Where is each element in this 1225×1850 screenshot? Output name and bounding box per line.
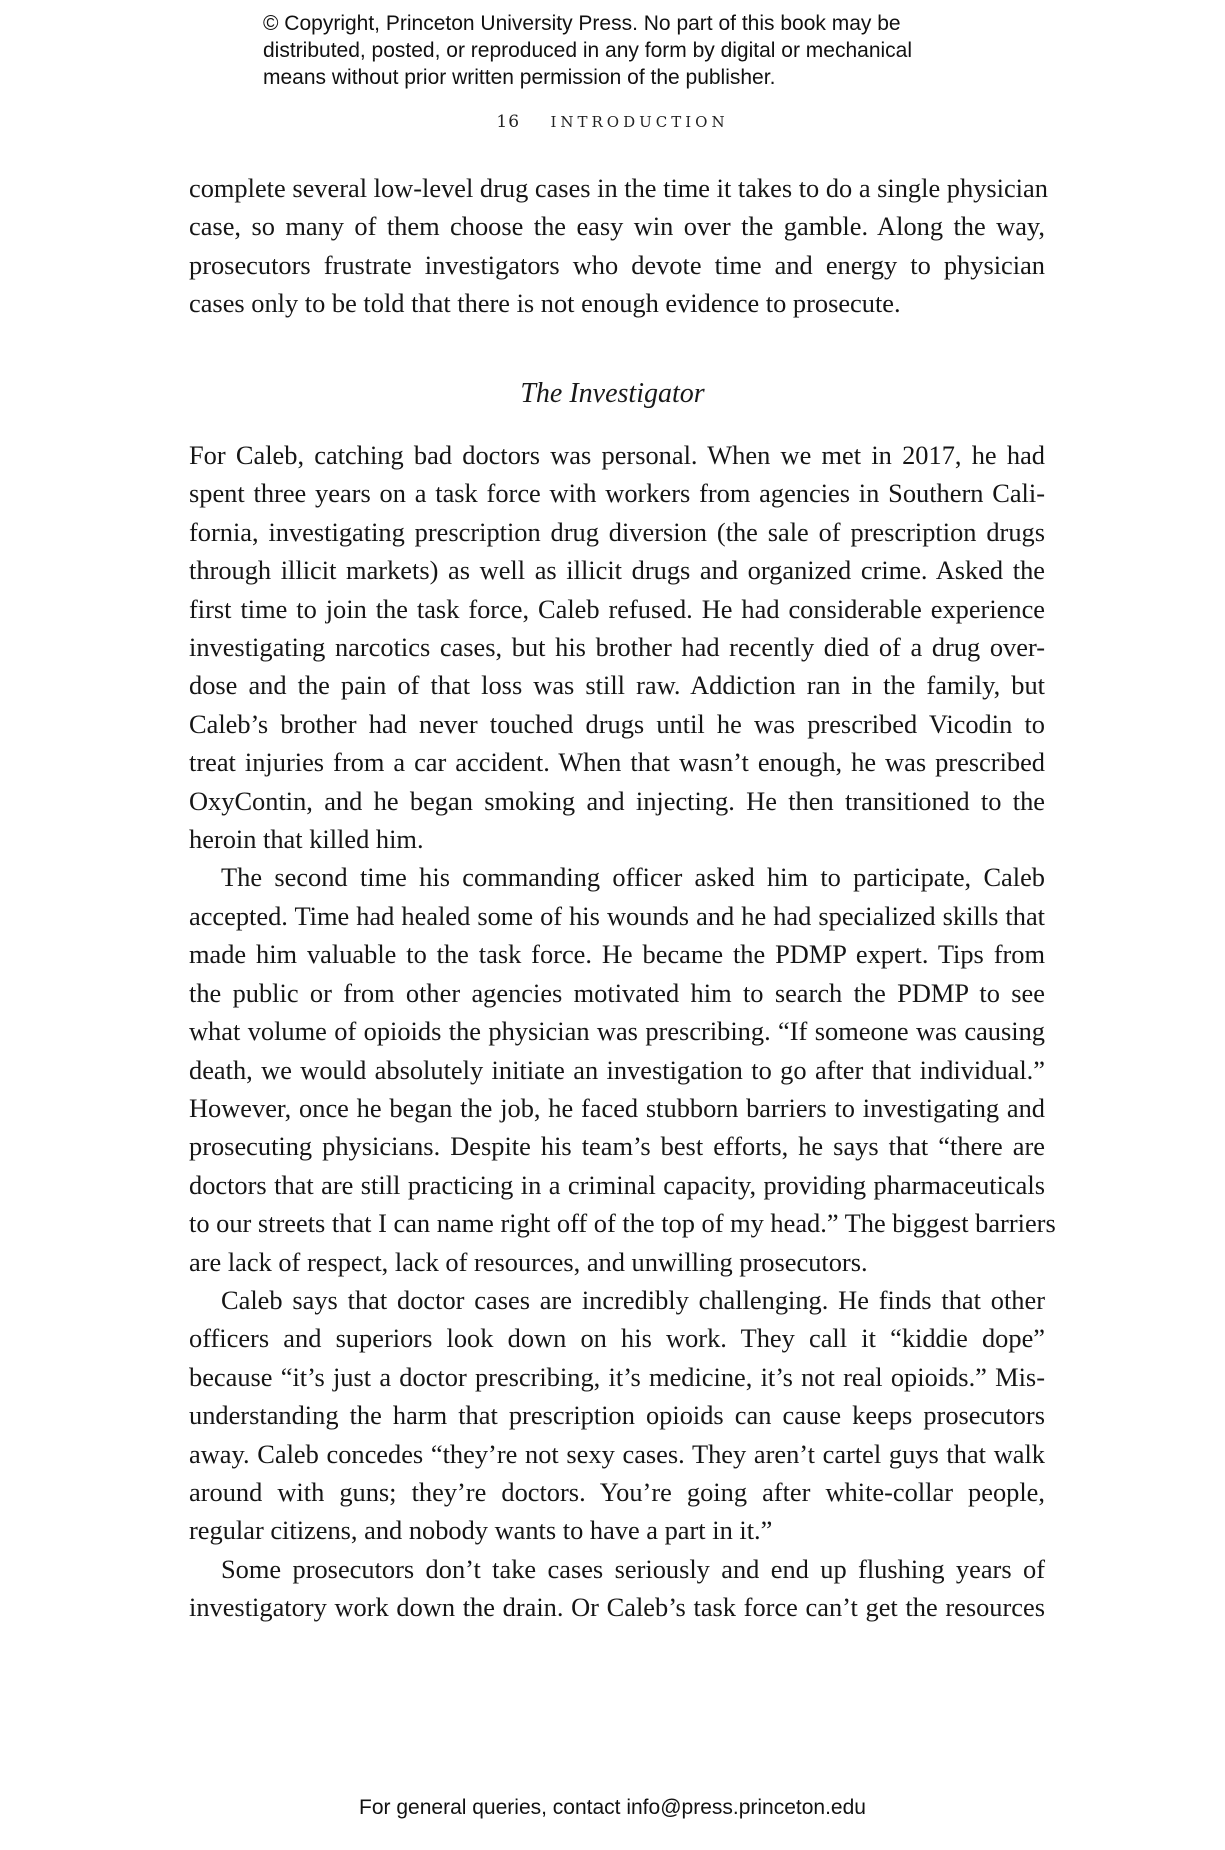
text-line: Caleb says that doctor cases are incredibly challenging. He finds that other bbox=[221, 1284, 1045, 1315]
copyright-line: © Copyright, Princeton University Press. No part of this book may be bbox=[263, 12, 901, 35]
paragraph bbox=[189, 436, 1045, 858]
copyright-line: distributed, posted, or reproduced in any form by digital or mechanical bbox=[263, 39, 913, 62]
text-line: understanding the harm that prescription opioids can cause keeps prosecutors bbox=[189, 1400, 1045, 1431]
text-line: officers and superiors look down on his work. They call it “kiddie dope” bbox=[189, 1323, 1045, 1354]
text-line: Caleb’s brother had never touched drugs until he was prescribed Vicodin to bbox=[189, 708, 1045, 739]
text-line: However, once he began the job, he faced stubborn barriers to investigating and bbox=[189, 1092, 1045, 1123]
paragraph bbox=[189, 1281, 1045, 1550]
text-line: away. Caleb concedes “they’re not sexy cases. They aren’t cartel guys that walk bbox=[189, 1438, 1045, 1469]
copyright-line: means without prior written permission of the publisher. bbox=[263, 66, 776, 89]
text-line: accepted. Time had healed some of his wounds and he had specialized skills that bbox=[189, 900, 1045, 931]
text-line: what volume of opioids the physician was prescribing. “If someone was causing bbox=[189, 1016, 1045, 1047]
opening-paragraph bbox=[189, 169, 1048, 323]
text-line: prosecutors frustrate investigators who devote time and energy to physician bbox=[189, 249, 1045, 280]
text-line: investigatory work down the drain. Or Caleb’s task force can’t get the resources bbox=[189, 1592, 1045, 1623]
text-line: Some prosecutors don’t take cases seriously and end up flushing years of bbox=[221, 1553, 1045, 1584]
text-line: For Caleb, catching bad doctors was personal. When we met in 2017, he had bbox=[189, 440, 1045, 470]
text-line: spent three years on a task force with workers from agencies in Southern Cali- bbox=[189, 478, 1045, 509]
text-line: made him valuable to the task force. He became the PDMP expert. Tips from bbox=[189, 939, 1045, 970]
text-line: cases only to be told that there is not enough evidence to prosecute. bbox=[189, 288, 901, 319]
text-line: treat injuries from a car accident. When that wasn’t enough, he was prescribed bbox=[189, 747, 1045, 778]
text-line: because “it’s just a doctor prescribing, it’s medicine, it’s not real opioids.” Mis- bbox=[189, 1361, 1045, 1392]
text-line: the public or from other agencies motivated him to search the PDMP to see bbox=[189, 977, 1045, 1008]
text-line: doctors that are still practicing in a criminal capacity, providing pharmaceuticals bbox=[189, 1169, 1045, 1200]
chapter-title: INTRODUCTION bbox=[550, 113, 729, 131]
text-line: case, so many of them choose the easy win over the gamble. Along the way, bbox=[189, 211, 1045, 242]
text-line: first time to join the task force, Caleb refused. He had considerable experience bbox=[189, 593, 1045, 624]
text-line: through illicit markets) as well as illicit drugs and organized crime. Asked the bbox=[189, 555, 1045, 586]
paragraph bbox=[189, 858, 1056, 1280]
text-line: fornia, investigating prescription drug diversion (the sale of prescription drugs bbox=[189, 516, 1045, 547]
text-line: regular citizens, and nobody wants to have a part in it.” bbox=[189, 1515, 773, 1546]
text-line: prosecuting physicians. Despite his team’s best efforts, he says that “there are bbox=[189, 1131, 1045, 1162]
text-line: death, we would absolutely initiate an investigation to go after that individual.” bbox=[189, 1054, 1045, 1085]
text-line: heroin that killed him. bbox=[189, 824, 424, 855]
footer-contact: For general queries, contact info@press.princeton.edu bbox=[359, 1796, 866, 1819]
section-body bbox=[189, 436, 1056, 1627]
text-line: investigating narcotics cases, but his brother had recently died of a drug over- bbox=[189, 632, 1045, 663]
paragraph bbox=[189, 1550, 1045, 1627]
text-line: complete several low-level drug cases in the time it takes to do a single physician bbox=[189, 173, 1048, 203]
section-heading: The Investigator bbox=[520, 378, 705, 409]
page-number: 16 bbox=[496, 112, 521, 132]
text-line: around with guns; they’re doctors. You’re going after white-collar people, bbox=[189, 1476, 1045, 1507]
text-line: OxyContin, and he began smoking and injecting. He then transitioned to the bbox=[189, 785, 1045, 816]
running-head bbox=[0, 112, 1225, 132]
text-line: The second time his commanding officer asked him to participate, Caleb bbox=[221, 862, 1045, 893]
text-line: to our streets that I can name right off of the top of my head.” The biggest barriers bbox=[189, 1208, 1056, 1239]
text-line: are lack of respect, lack of resources, and unwilling prosecutors. bbox=[189, 1246, 868, 1277]
text-line: dose and the pain of that loss was still raw. Addiction ran in the family, but bbox=[189, 670, 1045, 701]
copyright-notice bbox=[263, 10, 1023, 91]
